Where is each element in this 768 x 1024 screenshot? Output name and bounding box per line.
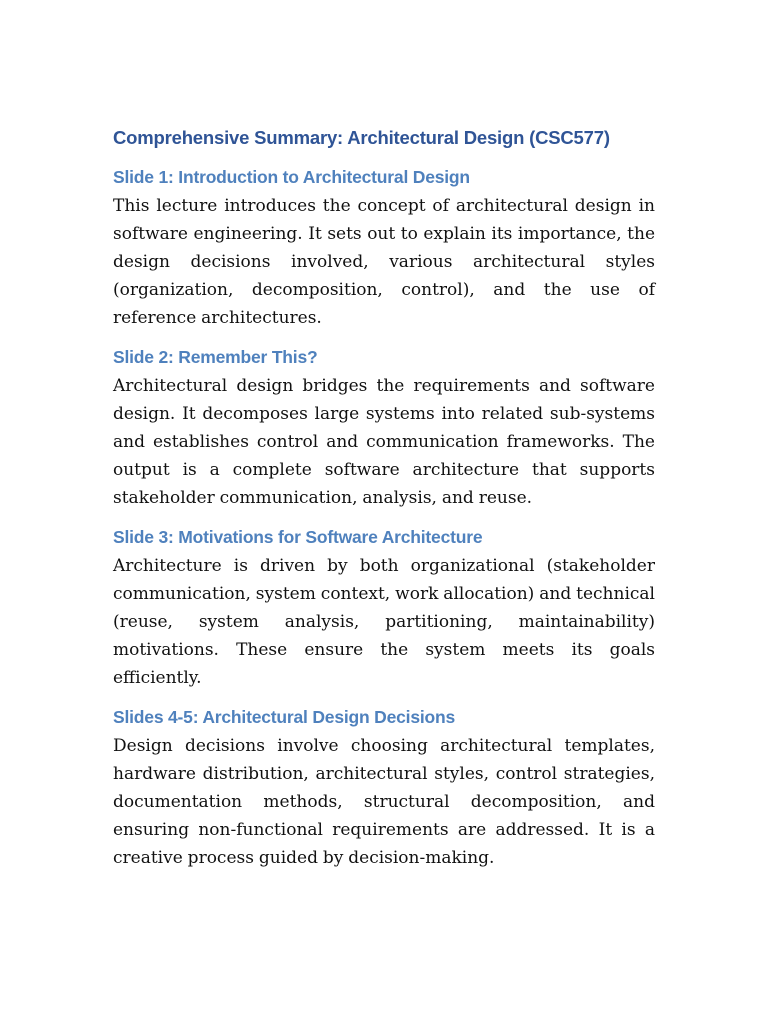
section-heading: Slide 2: Remember This?: [113, 347, 318, 367]
section-body: This lecture introduces the concept of architectural design in software engineering. It sets out to explain its importance, the design decisions involved, various architectural styles (organization, decomposition, control), and the use of reference architectures.: [113, 196, 655, 328]
section-heading: Slide 1: Introduction to Architectural Design: [113, 167, 470, 187]
section-body: Architecture is driven by both organizational (stakeholder communication, system context, work allocation) and technical (reuse, system analysis, partitioning, maintainability) motivations. These ensure the system meets its goals efficiently.: [113, 556, 655, 688]
section-slide-1: [113, 164, 655, 332]
document-page: [113, 124, 655, 872]
section-slide-2: [113, 344, 655, 512]
section-body: Design decisions involve choosing architectural templates, hardware distribution, architectural styles, control strategies, documentation methods, structural decomposition, and ensuring non-functional requirements are addressed. It is a creative process guided by decision-making.: [113, 736, 655, 868]
document-title: Comprehensive Summary: Architectural Design (CSC577): [113, 127, 610, 148]
section-slides-4-5: [113, 704, 655, 872]
section-heading: Slide 3: Motivations for Software Architecture: [113, 527, 483, 547]
section-body: Architectural design bridges the requirements and software design. It decomposes large systems into related sub-systems and establishes control and communication frameworks. The output is a complete software architecture that supports stakeholder communication, analysis, and reuse.: [113, 376, 655, 508]
section-heading: Slides 4-5: Architectural Design Decisions: [113, 707, 456, 727]
section-slide-3: [113, 524, 655, 692]
